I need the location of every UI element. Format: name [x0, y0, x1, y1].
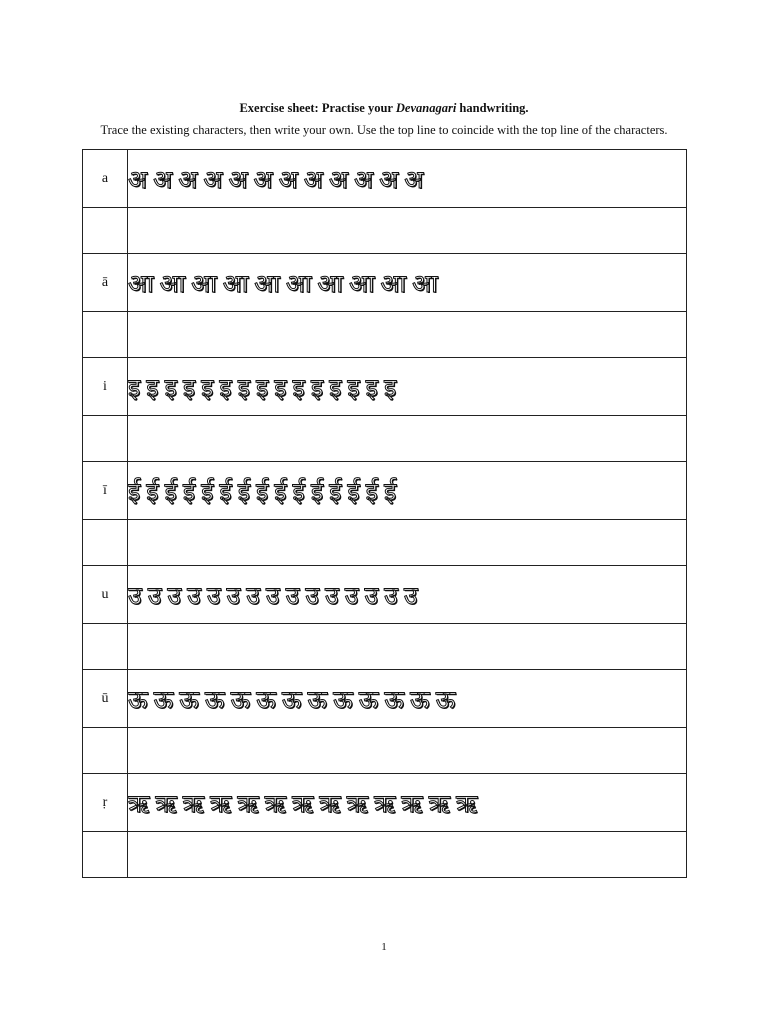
trace-glyph: ऋ: [182, 788, 204, 818]
trace-glyph: उ: [167, 580, 182, 610]
trace-glyph: उ: [384, 580, 398, 610]
trace-glyph: ऋ: [291, 788, 314, 818]
trace-glyph: ऊ: [307, 684, 328, 714]
trace-glyph: ऊ: [128, 684, 148, 714]
trace-glyph: ई: [365, 476, 378, 506]
trace-glyph: ऋ: [264, 788, 286, 818]
trace-glyph: उ: [187, 580, 201, 610]
trace-glyph: ऊ: [256, 684, 276, 714]
trace-glyph: अ: [228, 164, 248, 194]
trace-glyph: ई: [274, 476, 287, 506]
trace-glyph: ऊ: [153, 684, 174, 714]
trace-glyph: ऊ: [435, 684, 456, 714]
transliteration-label: ṛ: [83, 774, 128, 832]
page-number: 1: [381, 941, 387, 953]
trace-glyph: आ: [191, 268, 217, 298]
trace-glyph: उ: [246, 580, 260, 610]
trace-glyph: अ: [203, 164, 223, 194]
trace-glyph: अ: [328, 164, 348, 194]
trace-glyph: ऊ: [281, 684, 302, 714]
trace-characters: [128, 358, 687, 416]
trace-glyph: उ: [265, 580, 280, 610]
instructions: Trace the existing characters, then write your own. Use the top line to coincide with the top line of the characters.: [100, 123, 668, 137]
blank-label-cell: [83, 208, 128, 254]
trace-glyph: इ: [128, 372, 141, 402]
trace-glyph: उ: [344, 580, 359, 610]
practice-table: [82, 149, 687, 878]
blank-label-cell: [83, 520, 128, 566]
trace-glyph: आ: [380, 268, 407, 298]
trace-characters: [128, 670, 687, 728]
trace-glyph: ऋ: [373, 788, 396, 818]
trace-glyph: ई: [383, 476, 397, 506]
trace-glyph: इ: [201, 372, 214, 402]
page-title: [0, 101, 768, 116]
trace-glyph: इ: [164, 372, 177, 402]
transliteration-label: a: [83, 150, 128, 208]
blank-label-cell: [83, 832, 128, 878]
trace-glyph: उ: [305, 580, 320, 610]
trace-glyph: आ: [285, 268, 312, 298]
writing-space[interactable]: [128, 312, 687, 358]
trace-glyph: ई: [310, 476, 324, 506]
trace-glyph: उ: [285, 580, 300, 610]
char-row: [83, 462, 687, 520]
trace-glyph: अ: [353, 164, 374, 194]
trace-glyph: ई: [237, 476, 250, 506]
trace-glyph: ई: [201, 476, 214, 506]
writing-space[interactable]: [128, 832, 687, 878]
trace-glyph: अ: [404, 164, 424, 194]
trace-glyph: ई: [146, 476, 159, 506]
trace-glyph: अ: [278, 164, 298, 194]
trace-glyph: ऋ: [128, 788, 150, 818]
trace-glyph: ऊ: [230, 684, 251, 714]
trace-glyph: ऋ: [401, 788, 423, 818]
char-row: [83, 150, 687, 208]
writing-space[interactable]: [128, 624, 687, 670]
practice-row: [83, 832, 687, 878]
trace-glyph: उ: [403, 580, 418, 610]
blank-label-cell: [83, 728, 128, 774]
transliteration-label: i: [83, 358, 128, 416]
trace-glyph: ई: [219, 476, 232, 506]
trace-glyph: ऋ: [428, 788, 450, 818]
writing-space[interactable]: [128, 728, 687, 774]
trace-glyph: ऋ: [455, 788, 478, 818]
char-row: [83, 670, 687, 728]
writing-space[interactable]: [128, 208, 687, 254]
trace-glyph: अ: [379, 164, 399, 194]
char-row: [83, 358, 687, 416]
trace-glyph: इ: [329, 372, 342, 402]
transliteration-label: u: [83, 566, 128, 624]
blank-label-cell: [83, 416, 128, 462]
trace-glyph: ऋ: [155, 788, 177, 818]
trace-glyph: उ: [128, 580, 142, 610]
title-italic: Devanagari: [395, 101, 457, 115]
trace-glyph: आ: [317, 268, 343, 298]
title-prefix: Exercise sheet: Practise your: [239, 101, 396, 115]
trace-glyph: अ: [153, 164, 173, 194]
char-row: [83, 254, 687, 312]
trace-glyph: ऊ: [384, 684, 405, 714]
trace-glyph: उ: [364, 580, 379, 610]
trace-glyph: ऋ: [346, 788, 368, 818]
trace-characters: [128, 254, 687, 312]
practice-row: [83, 312, 687, 358]
trace-glyph: ई: [347, 476, 360, 506]
trace-glyph: इ: [182, 372, 196, 402]
trace-glyph: इ: [255, 372, 269, 402]
transliteration-label: ā: [83, 254, 128, 312]
trace-glyph: ई: [182, 476, 196, 506]
trace-glyph: ई: [128, 476, 141, 506]
trace-glyph: आ: [128, 268, 154, 298]
trace-glyph: इ: [310, 372, 324, 402]
transliteration-label: ū: [83, 670, 128, 728]
trace-glyph: इ: [347, 372, 360, 402]
blank-label-cell: [83, 312, 128, 358]
trace-glyph: ऋ: [237, 788, 259, 818]
trace-glyph: अ: [253, 164, 273, 194]
trace-glyph: ऊ: [410, 684, 430, 714]
trace-glyph: आ: [348, 268, 375, 298]
trace-glyph: ई: [329, 476, 342, 506]
trace-glyph: ई: [164, 476, 177, 506]
blank-label-cell: [83, 624, 128, 670]
trace-glyph: ऋ: [319, 788, 341, 818]
writing-space[interactable]: [128, 416, 687, 462]
trace-glyph: ई: [255, 476, 269, 506]
writing-space[interactable]: [128, 520, 687, 566]
practice-row: [83, 208, 687, 254]
trace-glyph: ऊ: [333, 684, 353, 714]
trace-glyph: ऊ: [179, 684, 199, 714]
trace-glyph: आ: [159, 268, 186, 298]
trace-glyph: आ: [412, 268, 438, 298]
trace-glyph: उ: [206, 580, 221, 610]
trace-glyph: आ: [254, 268, 280, 298]
trace-glyph: ई: [292, 476, 305, 506]
trace-glyph: इ: [237, 372, 250, 402]
trace-characters: [128, 462, 687, 520]
trace-glyph: उ: [226, 580, 241, 610]
trace-glyph: अ: [178, 164, 198, 194]
practice-row: [83, 728, 687, 774]
trace-glyph: ऊ: [204, 684, 225, 714]
trace-glyph: इ: [292, 372, 305, 402]
trace-characters: [128, 566, 687, 624]
char-row: [83, 774, 687, 832]
transliteration-label: ī: [83, 462, 128, 520]
char-row: [83, 566, 687, 624]
trace-glyph: इ: [219, 372, 232, 402]
trace-glyph: इ: [274, 372, 287, 402]
practice-row: [83, 520, 687, 566]
trace-glyph: इ: [365, 372, 378, 402]
practice-row: [83, 416, 687, 462]
trace-glyph: उ: [147, 580, 162, 610]
title-suffix: handwriting.: [456, 101, 529, 115]
practice-table-body: [83, 150, 687, 878]
trace-glyph: उ: [325, 580, 339, 610]
trace-characters: [128, 774, 687, 832]
trace-glyph: अ: [128, 164, 148, 194]
trace-glyph: इ: [383, 372, 397, 402]
trace-characters: [128, 150, 687, 208]
trace-glyph: आ: [222, 268, 249, 298]
trace-glyph: ऋ: [209, 788, 232, 818]
trace-glyph: ऊ: [358, 684, 379, 714]
trace-glyph: अ: [303, 164, 323, 194]
practice-row: [83, 624, 687, 670]
trace-glyph: इ: [146, 372, 159, 402]
